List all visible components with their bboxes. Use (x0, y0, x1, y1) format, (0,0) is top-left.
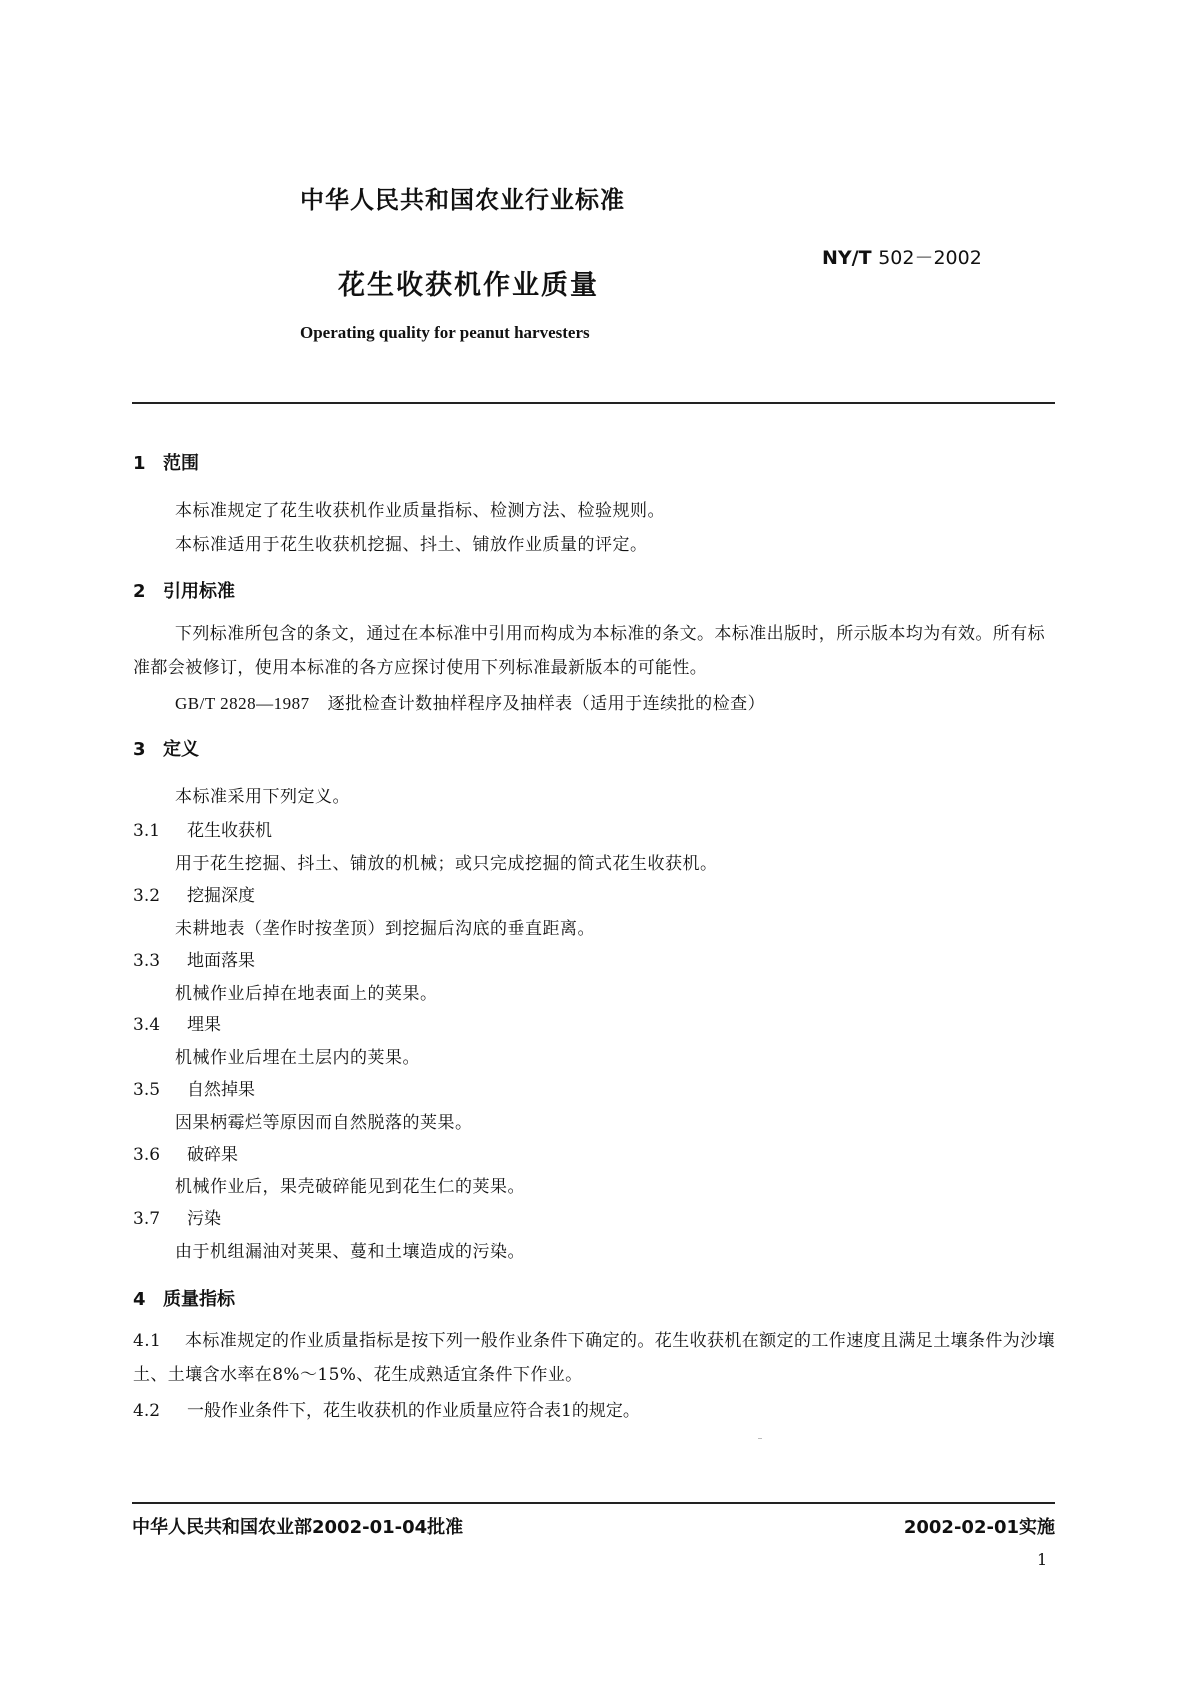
reference-code: GB/T 2828—1987 (175, 694, 310, 713)
section-title: 质量指标 (163, 1289, 235, 1310)
definition-term: 3.3 地面落果 (133, 951, 255, 971)
definition-text: 因果柄霉烂等原因而自然脱落的荚果。 (175, 1113, 473, 1133)
section-number: 4 (133, 1289, 146, 1310)
section-number: 3 (133, 739, 146, 760)
definition-term: 3.2 挖掘深度 (133, 886, 255, 906)
implementation-date: 2002-02-01实施 (903, 1517, 1055, 1538)
clause-4-2: 4.2 一般作业条件下，花生收获机的作业质量应符合表1的规定。 (133, 1401, 640, 1421)
definition-term: 3.5 自然掉果 (133, 1080, 255, 1100)
definition-text: 机械作业后，果壳破碎能见到花生仁的荚果。 (175, 1177, 525, 1197)
paragraph: 本标准采用下列定义。 (175, 787, 350, 807)
section-3-heading (133, 735, 199, 761)
definition-text: 由于机组漏油对荚果、蔓和土壤造成的污染。 (175, 1242, 525, 1262)
clause-4-1: 4.1 本标准规定的作业质量指标是按下列一般作业条件下确定的。花生收获机在额定的工作速度且满足土壤条件为沙壤土、土壤含水率在8%～15%、花生成熟适宜条件下作业。 (133, 1331, 1055, 1385)
standard-type-heading: 中华人民共和国农业行业标准 (300, 186, 625, 214)
paragraph: 本标准规定了花生收获机作业质量指标、检测方法、检验规则。 (175, 501, 665, 521)
section-number: 2 (133, 581, 146, 602)
issuer-approval: 中华人民共和国农业部2002-01-04批准 (132, 1517, 464, 1538)
reference-title: 逐批检查计数抽样程序及抽样表（适用于连续批的检查） (327, 694, 766, 714)
definition-term: 3.7 污染 (133, 1209, 221, 1229)
definition-term: 3.4 埋果 (133, 1015, 221, 1035)
standard-code-number: 502－2002 (878, 247, 982, 269)
section-number: 1 (133, 453, 146, 474)
header-divider (132, 402, 1055, 404)
section-4-heading (133, 1285, 235, 1311)
paragraph: 本标准适用于花生收获机挖掘、抖土、铺放作业质量的评定。 (175, 535, 648, 555)
document-subtitle-en: Operating quality for peanut harvesters (300, 323, 590, 342)
scan-speck (758, 1438, 762, 1439)
section-title: 范围 (163, 453, 199, 474)
section-1-heading (133, 449, 199, 475)
section-title: 引用标准 (163, 581, 235, 602)
page-number: 1 (1037, 1550, 1048, 1569)
standard-code-prefix: NY/T (822, 247, 872, 269)
standard-code (822, 243, 982, 270)
definition-term: 3.6 破碎果 (133, 1145, 238, 1165)
footer-divider (132, 1502, 1055, 1504)
normative-reference (175, 689, 765, 714)
definition-text: 用于花生挖掘、抖土、铺放的机械；或只完成挖掘的简式花生收获机。 (175, 854, 718, 874)
definition-text: 机械作业后埋在土层内的荚果。 (175, 1048, 420, 1068)
section-title: 定义 (163, 739, 199, 760)
paragraph: 下列标准所包含的条文，通过在本标准中引用而构成为本标准的条文。本标准出版时，所示版本均为有效。所有标准都会被修订，使用本标准的各方应探讨使用下列标准最新版本的可能性。 (133, 624, 1045, 678)
definition-term: 3.1 花生收获机 (133, 821, 272, 841)
definition-text: 未耕地表（垄作时按垄顶）到挖掘后沟底的垂直距离。 (175, 919, 595, 939)
section-2-heading (133, 577, 235, 603)
definition-text: 机械作业后掉在地表面上的荚果。 (175, 984, 438, 1004)
document-title: 花生收获机作业质量 (338, 270, 599, 301)
